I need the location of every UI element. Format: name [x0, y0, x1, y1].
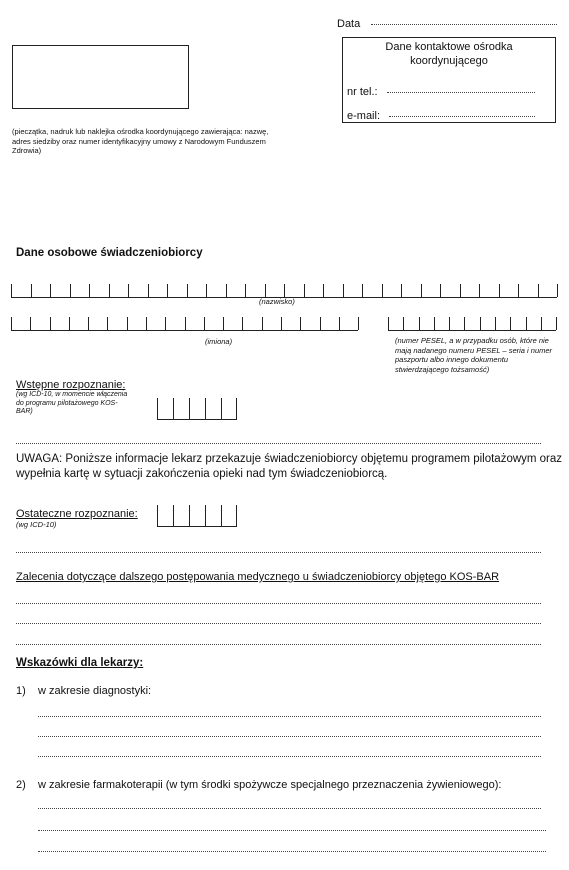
guidelines-title: Wskazówki dla lekarzy:: [16, 657, 144, 669]
phone-label: nr tel.:: [347, 86, 378, 98]
final-diagnosis-line[interactable]: [16, 552, 541, 553]
guideline-2-text: w zakresie farmakoterapii (w tym środki spożywcze specjalnego przeznaczenia żywieniowego):: [38, 779, 502, 791]
initial-diagnosis-label: Wstępne rozpoznanie:: [16, 379, 126, 391]
initial-diagnosis-note: (wg ICD-10, w momencie włączenia do programu pilotażowego KOS-BAR): [16, 391, 128, 415]
initial-diagnosis-boxes[interactable]: [157, 398, 237, 420]
guideline-1-line-1[interactable]: [38, 716, 541, 717]
email-field[interactable]: [347, 106, 535, 120]
initial-diagnosis-line[interactable]: [16, 443, 541, 444]
phone-dotted-line: [387, 92, 535, 93]
email-dotted-line: [389, 116, 535, 117]
personal-data-title: Dane osobowe świadczeniobiorcy: [16, 247, 203, 259]
surname-caption: (nazwisko): [259, 297, 295, 306]
surname-boxes[interactable]: [11, 276, 557, 298]
pesel-caption: (numer PESEL, a w przypadku osób, które nie mają nadanego numeru PESEL – seria i numer paszportu albo innego dokumentu stwierdzającego tożsamość): [395, 336, 553, 374]
guideline-1-line-2[interactable]: [38, 736, 541, 737]
names-boxes[interactable]: [11, 309, 358, 331]
guideline-2-number: 2): [16, 779, 26, 791]
contact-title: Dane kontaktowe ośrodka koordynującego: [385, 41, 513, 67]
date-dotted-line: [371, 24, 557, 25]
recommendations-line-3[interactable]: [16, 644, 541, 645]
pesel-boxes[interactable]: [388, 309, 557, 331]
recommendations-line-2[interactable]: [16, 623, 541, 624]
guideline-2-line-1[interactable]: [38, 808, 541, 809]
phone-field[interactable]: [347, 82, 535, 96]
final-diagnosis-label: Ostateczne rozpoznanie:: [16, 508, 138, 520]
email-label: e-mail:: [347, 110, 381, 122]
contact-box: [342, 37, 556, 123]
guideline-1-text: w zakresie diagnostyki:: [38, 685, 152, 697]
final-diagnosis-boxes[interactable]: [157, 505, 237, 527]
date-label: Data: [337, 18, 361, 30]
date-field[interactable]: [337, 14, 557, 28]
names-caption: (imiona): [205, 337, 233, 346]
guideline-1-number: 1): [16, 685, 26, 697]
guideline-1-line-3[interactable]: [38, 756, 541, 757]
final-diagnosis-note: (wg ICD-10): [16, 520, 57, 529]
guideline-2-line-3[interactable]: [38, 851, 546, 852]
notice-text: UWAGA: Poniższe informacje lekarz przekazuje świadczeniobiorcy objętemu programem pilotażowym oraz wypełnia kartę w sytuacji zakończenia opieki nad tym świadczeniobiorcą.: [16, 453, 563, 480]
recommendations-line-1[interactable]: [16, 603, 541, 604]
guideline-2-line-2[interactable]: [38, 830, 546, 831]
recommendations-title: Zalecenia dotyczące dalszego postępowania medycznego u świadczeniobiorcy objętego KOS-BAR: [16, 571, 500, 583]
stamp-caption: (pieczątka, nadruk lub naklejka ośrodka koordynującego zawierająca: nazwę, adres siedziby oraz numer identyfikacyjny umowy z Narodowym Funduszem Zdrowia): [12, 127, 269, 155]
stamp-box: [12, 45, 189, 109]
